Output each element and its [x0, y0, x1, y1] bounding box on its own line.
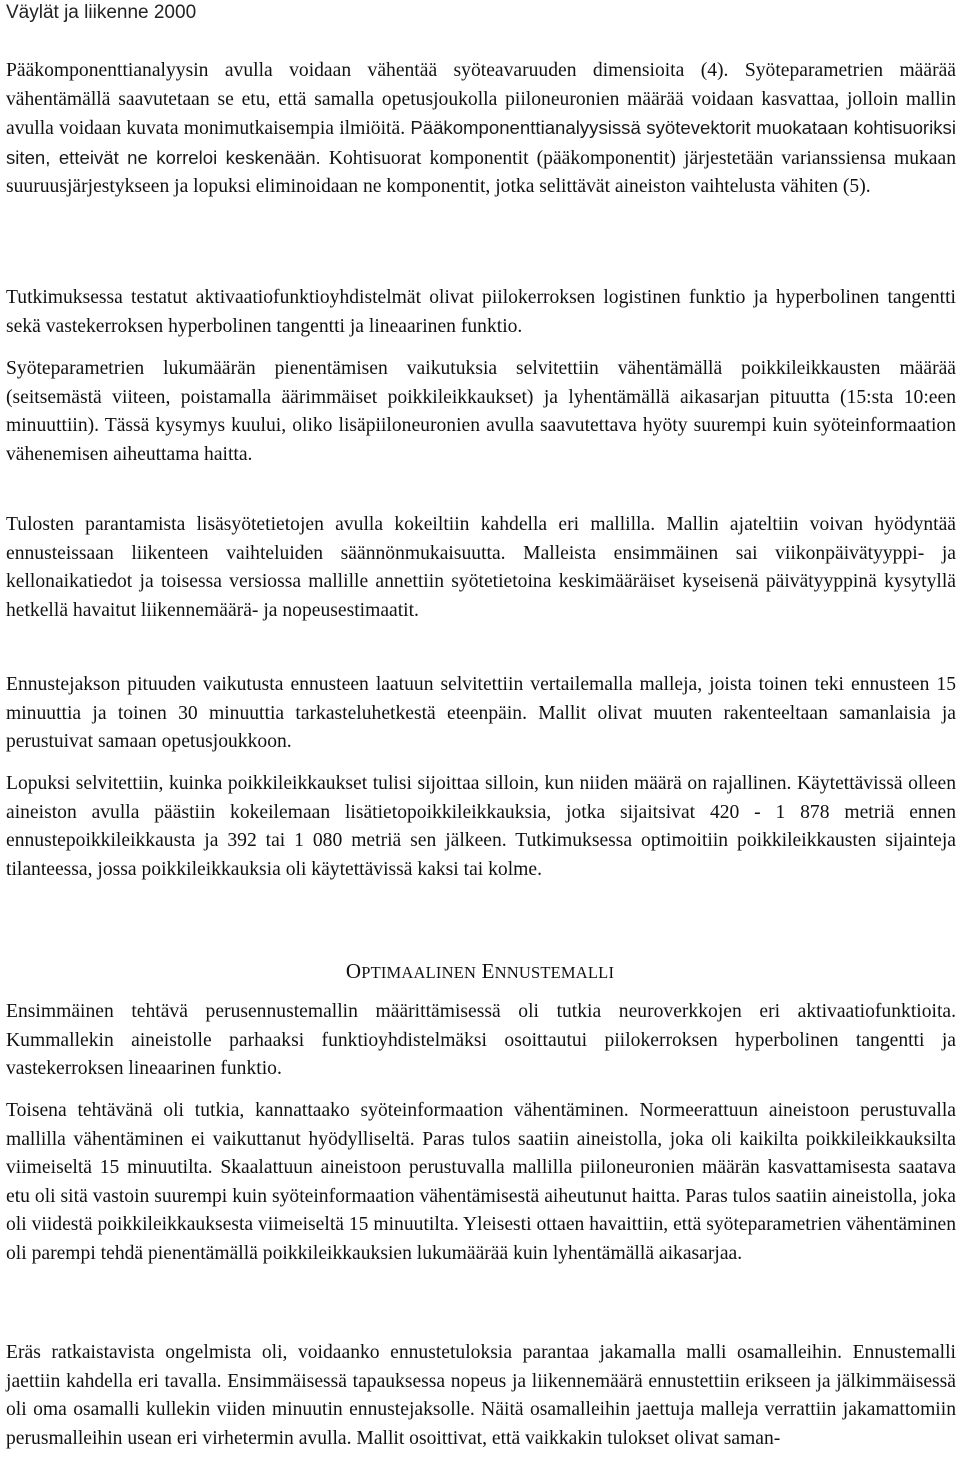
pca-text-part-3: Kohtisuorat komponentit (pääkomponentit) järjestetään varianssiensa mukaan suuruusjärjestykseen ja lopuksi eliminoidaan ne komponentit, jotka selittävät aineiston vaihtelusta vähiten (5).	[6, 147, 956, 198]
pca-text-part-2: Pääkomponenttianalyysissä syötevektorit muokataan kohtisuoriksi siten, etteivät ne korreloi keskenään.	[6, 117, 956, 168]
paragraph-cross-section-placement: Lopuksi selvitettiin, kuinka poikkileikkaukset tulisi sijoittaa silloin, kun niiden määrä on rajallinen. Käytettävissä olleen aineiston avulla päästiin kokeilemaan lisätietopoikkileikkauksia, jotka sijaitsivat 420 - 1 878 metriä ennen ennustepoikkileikkausta ja 392 tai 1 080 metriä sen jälkeen. Tutkimuksessa optimoitiin poikkileikkausten sijainteja tilanteessa, jossa poikkileikkauksia oli käytettävissä kaksi tai kolme.	[6, 773, 956, 880]
paragraph-submodel-division: Eräs ratkaistavista ongelmista oli, voidaanko ennustetuloksia parantaa jakamalla malli osamalleihin. Ennustemalli jaettiin kahdella eri tavalla. Ensimmäisessä tapauksessa nopeus ja liikennemäärä ennustettiin erikseen ja jälkimmäisessä oli oma osamalli kullekin viiden minuutin ennustejaksolle. Näitä osamalleihin jaettuja malleja verrattiin jakamattomiin perusmalleihin usean eri virhetermin avulla. Mallit osoittivat, että vaikkakin tulokset olivat saman-	[6, 1342, 956, 1449]
pca-text-part-1: Pääkomponenttianalyysin avulla voidaan vähentää syöteavaruuden dimensioita (4). Syöteparametrien määrää vähentämällä saavutetaan se etu, että samalla opetusjoukolla piiloneuronien määrää voidaan kasvattaa, jolloin mallin avulla voidaan kuvata monimutkaisempia ilmiöitä.	[6, 60, 956, 140]
paragraph-input-parameter-reduction: Syöteparametrien lukumäärän pienentämisen vaikutuksia selvitettiin vähentämällä poikkileikkausten määrää (seitsemästä viiteen, poistamalla äärimmäiset poikkileikkaukset) ja lyhentämällä aikasarjan pituutta (15:sta 10:een minuuttiin). Tässä kysymys kuului, oliko lisäpiiloneuronien avulla saavutettava hyöty suurempi kuin syöteinformaation vähenemisen aiheuttama haitta.	[6, 358, 956, 465]
paragraph-principal-component-analysis	[6, 57, 956, 202]
paragraph-activation-functions: Tutkimuksessa testatut aktivaatiofunktioyhdistelmät olivat piilokerroksen logistinen funktio ja hyperbolinen tangentti sekä vastekerroksen hyperbolinen tangentti ja lineaarinen funktio.	[6, 287, 956, 337]
paragraph-additional-input-data: Tulosten parantamista lisäsyötetietojen avulla kokeiltiin kahdella eri mallilla. Mallin ajateltiin voivan hyödyntää ennusteissaan liikenteen vaihteluiden säännönmukaisuutta. Malleista ensimmäinen sai viikonpäivätyyppi- ja kellonaikatiedot ja toisessa versiossa mallille annettiin syötetietoina keskimääräiset kyseisenä päivätyyppinä kysytyllä hetkellä havaitut liikennemäärä- ja nopeusestimaatit.	[6, 514, 956, 621]
section-heading-optimal-forecast-model: OPTIMAALINEN ENNUSTEMALLI	[345, 959, 615, 983]
paragraph-forecast-horizon: Ennustejakson pituuden vaikutusta ennusteen laatuun selvitettiin vertailemalla malleja, joista toinen teki ennusteen 15 minuuttia ja toinen 30 minuuttia tarkasteluhetkestä eteenpäin. Mallit olivat muuten rakenteeltaan samanlaisia ja perustuivat samaan opetusjoukkoon.	[6, 674, 956, 753]
paragraph-first-task-activation: Ensimmäinen tehtävä perusennustemallin määrittämisessä oli tutkia neuroverkkojen eri aktivaatiofunktioita. Kummallekin aineistolle parhaaksi funktioyhdistelmäksi osoittautui piilokerroksen hyperbolinen tangentti ja vastekerroksen lineaarinen funktio.	[6, 1001, 956, 1080]
running-header-title: Väylät ja liikenne 2000	[6, 2, 197, 23]
paragraph-second-task-reduction: Toisena tehtävänä oli tutkia, kannattaako syöteinformaation vähentäminen. Normeerattuun aineistoon perustuvalla mallilla vähentäminen ei vaikuttanut hyödylliseltä. Paras tulos saatiin aineistolla, joka oli kaikilta poikkileikkauksilta viimeiseltä 15 minuutilta. Skaalattuun aineistoon perustuvalla mallilla piiloneuronien määrän kasvattamisesta saatava etu oli sitä vastoin suurempi kuin syöteinformaation vähentämisestä aiheutunut haitta. Paras tulos saatiin aineistolla, joka oli viidestä poikkileikkauksesta viimeiseltä 15 minuutilta. Yleisesti ottaen havaittiin, että syöteparametrien vähentäminen oli parempi tehdä pienentämällä poikkileikkauksien lukumäärää kuin lyhentämällä aikasarjaa.	[6, 1100, 956, 1264]
